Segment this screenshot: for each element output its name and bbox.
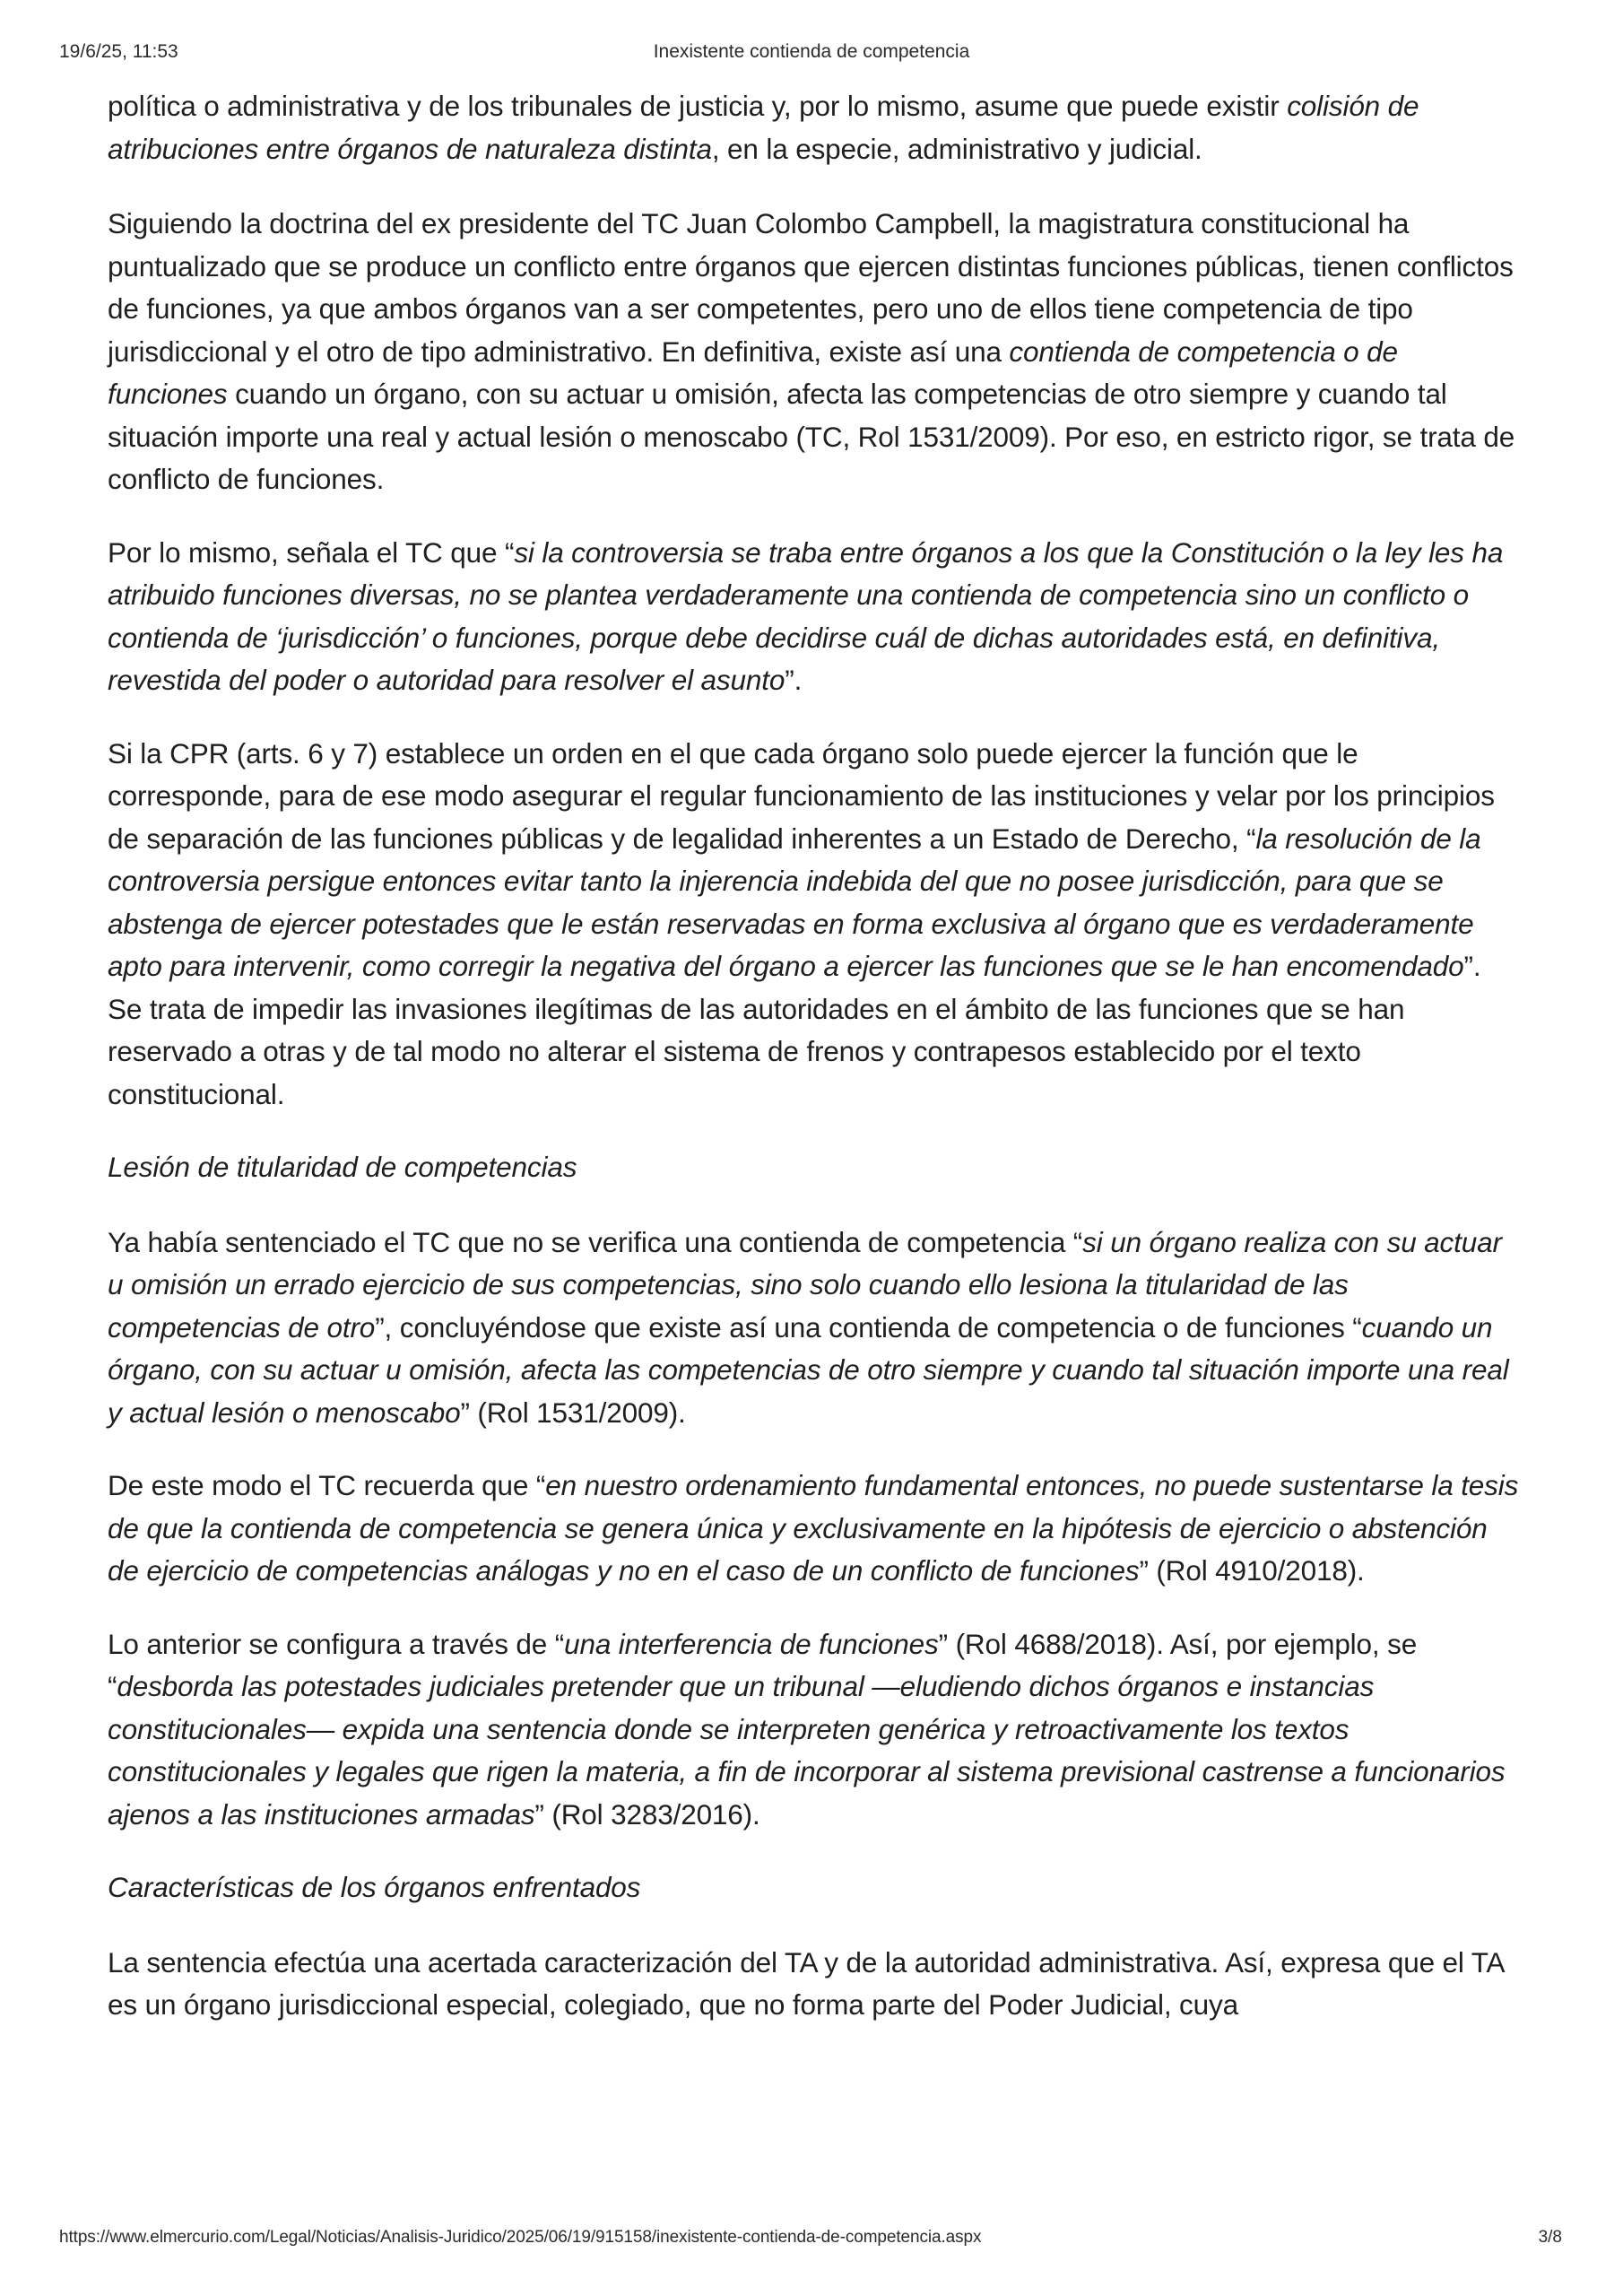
paragraph-1-italic-1: colisión de atribuciones entre órganos de naturaleza distinta <box>108 90 1419 165</box>
paragraph-8-text-a: La sentencia efectúa una acertada caracterización del TA y de la autoridad administrativa. Así, expresa que el TA es un órgano jurisdiccional especial, colegiado, que no forma parte del Poder Judicial, cuya <box>108 1945 1504 2021</box>
paragraph-1-text-b: , en la especie, administrativo y judicial. <box>711 132 1202 165</box>
paragraph-2-italic-1: contienda de competencia o de funciones <box>108 335 1398 410</box>
paragraph-4 <box>108 733 1522 1117</box>
paragraph-5-italic-2: cuando un órgano, con su actuar u omisión, afecta las competencias de otro siempre y cuando tal situación importe una real y actual lesión o menoscabo <box>108 1310 1509 1429</box>
paragraph-5-text-c: ” (Rol 1531/2009). <box>460 1396 686 1429</box>
section-heading-caracteristicas: Características de los órganos enfrentados <box>108 1871 641 1903</box>
header-document-title: Inexistente contienda de competencia <box>653 41 970 62</box>
paragraph-3-text-a: Por lo mismo, señala el TC que “ <box>108 535 515 569</box>
paragraph-5-text-b: ”, concluyéndose que existe así una contienda de competencia o de funciones “ <box>375 1310 1362 1344</box>
paragraph-2-text-a: Siguiendo la doctrina del ex presidente del TC Juan Colombo Campbell, la magistratura constitucional ha puntualizado que se produce un conflicto entre órganos que ejercen distintas funciones públicas, tienen conflictos de funciones, ya que ambos órganos van a ser competentes, pero uno de ellos tiene competencia de tipo jurisdiccional y el otro de tipo administrativo. En definitiva, existe así una <box>108 207 1514 368</box>
paragraph-7-text-b: ” (Rol 4688/2018). Así, por ejemplo, se “ <box>108 1627 1418 1702</box>
paragraph-5-text-a: Ya había sentenciado el TC que no se verifica una contienda de competencia “ <box>108 1225 1083 1258</box>
paragraph-7-text-a: Lo anterior se configura a través de “ <box>108 1627 565 1660</box>
paragraph-4-text-a: Si la CPR (arts. 6 y 7) establece un orden en el que cada órgano solo puede ejercer la función que le corresponde, para de ese modo asegurar el regular funcionamiento de las instituciones y velar por los principios de separación de las funciones públicas y de legalidad inherentes a un Estado de Derecho, “ <box>108 736 1495 855</box>
paragraph-7 <box>108 1623 1522 1837</box>
paragraph-2-text-b: cuando un órgano, con su actuar u omisión, afecta las competencias de otro siempre y cuando tal situación importe una real y actual lesión o menoscabo (TC, Rol 1531/2009). Por eso, en estricto rigor, se trata de conflicto de funciones. <box>108 378 1515 495</box>
paragraph-8 <box>108 1942 1522 2027</box>
header-date: 19/6/25, 11:53 <box>59 41 178 62</box>
paragraph-6-text-a: De este modo el TC recuerda que “ <box>108 1469 546 1501</box>
paragraph-3-text-b: ”. <box>785 664 803 696</box>
paragraph-4-text-b: ”. Se trata de impedir las invasiones ilegítimas de las autoridades en el ámbito de las funciones que se han reservado a otras y de tal modo no alterar el sistema de frenos y contrapesos establecido por el texto constitucional. <box>108 950 1481 1110</box>
paragraph-7-italic-1: una interferencia de funciones <box>564 1627 939 1660</box>
paragraph-6 <box>108 1465 1522 1593</box>
section-heading-lesion: Lesión de titularidad de competencias <box>108 1151 577 1183</box>
paragraph-6-italic-quote: en nuestro ordenamiento fundamental entonces, no puede sustentarse la tesis de que la contienda de competencia se genera única y exclusivamente en la hipótesis de ejercicio o abstención de ejercicio de competencias análogas y no en el caso de un conflicto de funciones <box>108 1469 1519 1587</box>
paragraph-4-italic-quote: la resolución de la controversia persigue entonces evitar tanto la injerencia indebida del que no posee jurisdicción, para que se abstenga de ejercer potestades que le están reservadas en forma exclusiva al órgano que es verdaderamente apto para intervenir, como corregir la negativa del órgano a ejercer las funciones que se le han encomendado <box>108 822 1481 982</box>
footer-page-number: 3/8 <box>1538 2228 1562 2247</box>
paragraph-3 <box>108 532 1522 702</box>
paragraph-7-italic-2: desborda las potestades judiciales pretender que un tribunal —eludiendo dichos órganos e instancias constitucionales— expida una sentencia donde se interpreten genérica y retroactivamente los textos constitucionales y legales que rigen la materia, a fin de incorporar al sistema previsional castrense a funcionarios ajenos a las instituciones armadas <box>108 1670 1506 1831</box>
document-content <box>108 85 1522 2057</box>
paragraph-3-italic-quote: si la controversia se traba entre órganos a los que la Constitución o la ley les ha atribuido funciones diversas, no se plantea verdaderamente una contienda de competencia sino un conflicto o contienda de ‘jurisdicción’ o funciones, porque debe decidirse cuál de dichas autoridades está, en definitiva, revestida del poder o autoridad para resolver el asunto <box>108 535 1504 696</box>
paragraph-1 <box>108 85 1522 170</box>
paragraph-5 <box>108 1222 1522 1435</box>
paragraph-7-text-c: ” (Rol 3283/2016). <box>534 1797 760 1831</box>
page-footer <box>0 2226 1623 2249</box>
paragraph-5-italic-1: si un órgano realiza con su actuar u omisión un errado ejercicio de sus competencias, sino solo cuando ello lesiona la titularidad de las competencias de otro <box>108 1225 1502 1344</box>
footer-source-url: https://www.elmercurio.com/Legal/Noticias/Analisis-Juridico/2025/06/19/915158/inexistente-contienda-de-competencia.aspx <box>59 2228 982 2247</box>
paragraph-1-text-a: política o administrativa y de los tribunales de justicia y, por lo mismo, asume que puede existir <box>108 90 1288 122</box>
page-header <box>0 39 1623 65</box>
paragraph-2 <box>108 203 1522 501</box>
paragraph-6-text-b: ” (Rol 4910/2018). <box>1139 1554 1365 1587</box>
